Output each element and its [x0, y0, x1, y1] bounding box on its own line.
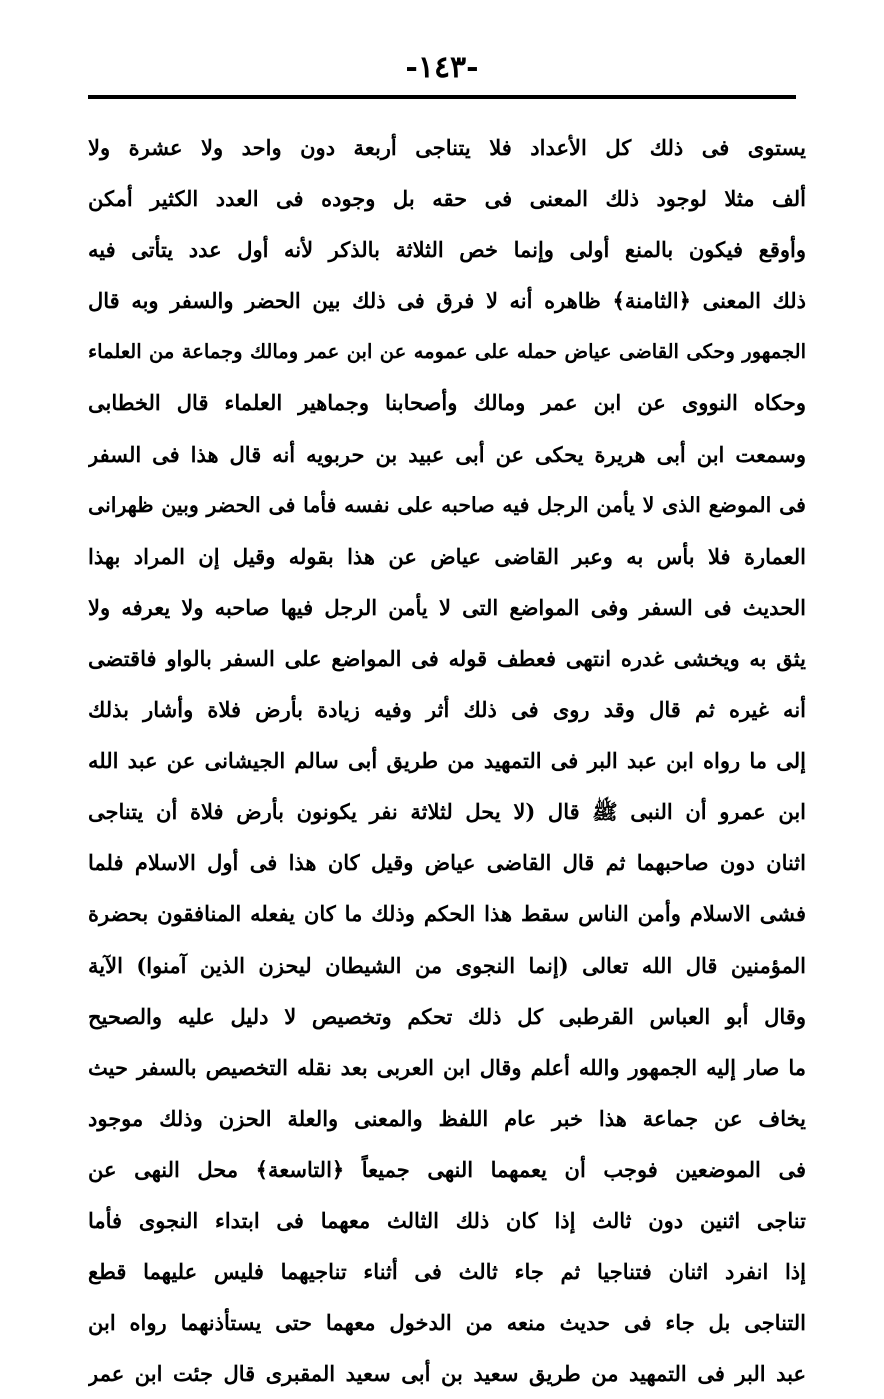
text-line: إذا انفرد اثنان فتناجيا ثم جاء ثالث فى أثناء تناجيهما فليس عليهما قطع: [88, 1259, 806, 1285]
text-line: ما صار إليه الجمهور والله أعلم وقال ابن العربى بعد نقله التخصيص بالسفر حيث: [88, 1054, 806, 1080]
text-line: العمارة فلا بأس به وعبر القاضى عياض عن هذا بقوله وقيل إن المراد بهذا: [88, 543, 806, 569]
text-line: يستوى فى ذلك كل الأعداد فلا يتناجى أربعة دون واحد ولا عشرة ولا: [88, 135, 806, 160]
text-line: ذلك المعنى ﴿الثامنة﴾ ظاهره أنه لا فرق فى ذلك بين الحضر والسفر وبه قال: [88, 288, 806, 314]
header-rule: [88, 95, 796, 99]
text-line: الحديث فى السفر وفى المواضع التى لا يأمن الرجل فيها صاحبه ولا يعرفه ولا: [88, 594, 806, 620]
text-line: ابن عمرو أن النبى ﷺ قال (لا يحل لثلاثة نفر يكونون بأرض فلاة أن يتناجى: [88, 799, 806, 825]
text-line: يخاف عن جماعة هذا خبر عام اللفظ والمعنى والعلة الحزن وذلك موجود: [88, 1105, 806, 1131]
text-line: أنه غيره ثم قال وقد روى فى ذلك أثر وفيه زيادة بأرض فلاة وأشار بذلك: [88, 697, 806, 723]
page-text: [88, 122, 806, 1399]
text-line: فى الموضعين فوجب أن يعمهما النهى جميعاً ﴿التاسعة﴾ محل النهى عن: [88, 1156, 806, 1182]
text-line: وحكاه النووى عن ابن عمر ومالك وأصحابنا وجماهير العلماء قال الخطابى: [88, 390, 806, 416]
text-line: يثق به ويخشى غدره انتهى فعطف قوله فى المواضع على السفر بالواو فاقتضى: [88, 645, 806, 671]
text-line: إلى ما رواه ابن عبد البر فى التمهيد من طريق أبى سالم الجيشانى عن عبد الله: [88, 748, 806, 774]
text-line: المؤمنين قال الله تعالى (إنما النجوى من الشيطان ليحزن الذين آمنوا) الآية: [88, 952, 806, 978]
text-line: وقال أبو العباس القرطبى كل ذلك تحكم وتخصيص لا دليل عليه والصحيح: [88, 1003, 806, 1029]
text-line: فى الموضع الذى لا يأمن الرجل فيه صاحبه على نفسه فأما فى الحضر وبين ظهرانى: [88, 492, 806, 517]
text-line: التناجى بل جاء فى حديث منعه من الدخول معهما حتى يستأذنهما رواه ابن: [88, 1310, 806, 1336]
text-line: تناجى اثنين دون ثالث إذا كان ذلك الثالث معهما فى ابتداء النجوى فأما: [88, 1207, 806, 1233]
text-line: وأوقع فيكون بالمنع أولى وإنما خص الثلاثة بالذكر لأنه أول عدد يتأتى فيه: [88, 237, 806, 263]
text-line: عبد البر فى التمهيد من طريق سعيد بن أبى سعيد المقبرى قال جئت ابن عمر: [88, 1361, 806, 1387]
text-line: الجمهور وحكى القاضى عياض حمله على عمومه عن ابن عمر ومالك وجماعة من العلماء: [88, 340, 806, 364]
text-line: اثنان دون صاحبهما ثم قال القاضى عياض وقيل كان هذا فى أول الاسلام فلما: [88, 850, 806, 876]
page-number: -١٤٣-: [405, 50, 479, 85]
text-line: فشى الاسلام وأمن الناس سقط هذا الحكم وذلك ما كان يفعله المنافقون بحضرة: [88, 901, 806, 927]
text-line: وسمعت ابن أبى هريرة يحكى عن أبى عبيد بن حربويه أنه قال هذا فى السفر: [88, 441, 806, 467]
text-line: ألف مثلا لوجود ذلك المعنى فى حقه بل وجوده فى العدد الكثير أمكن: [88, 186, 806, 212]
